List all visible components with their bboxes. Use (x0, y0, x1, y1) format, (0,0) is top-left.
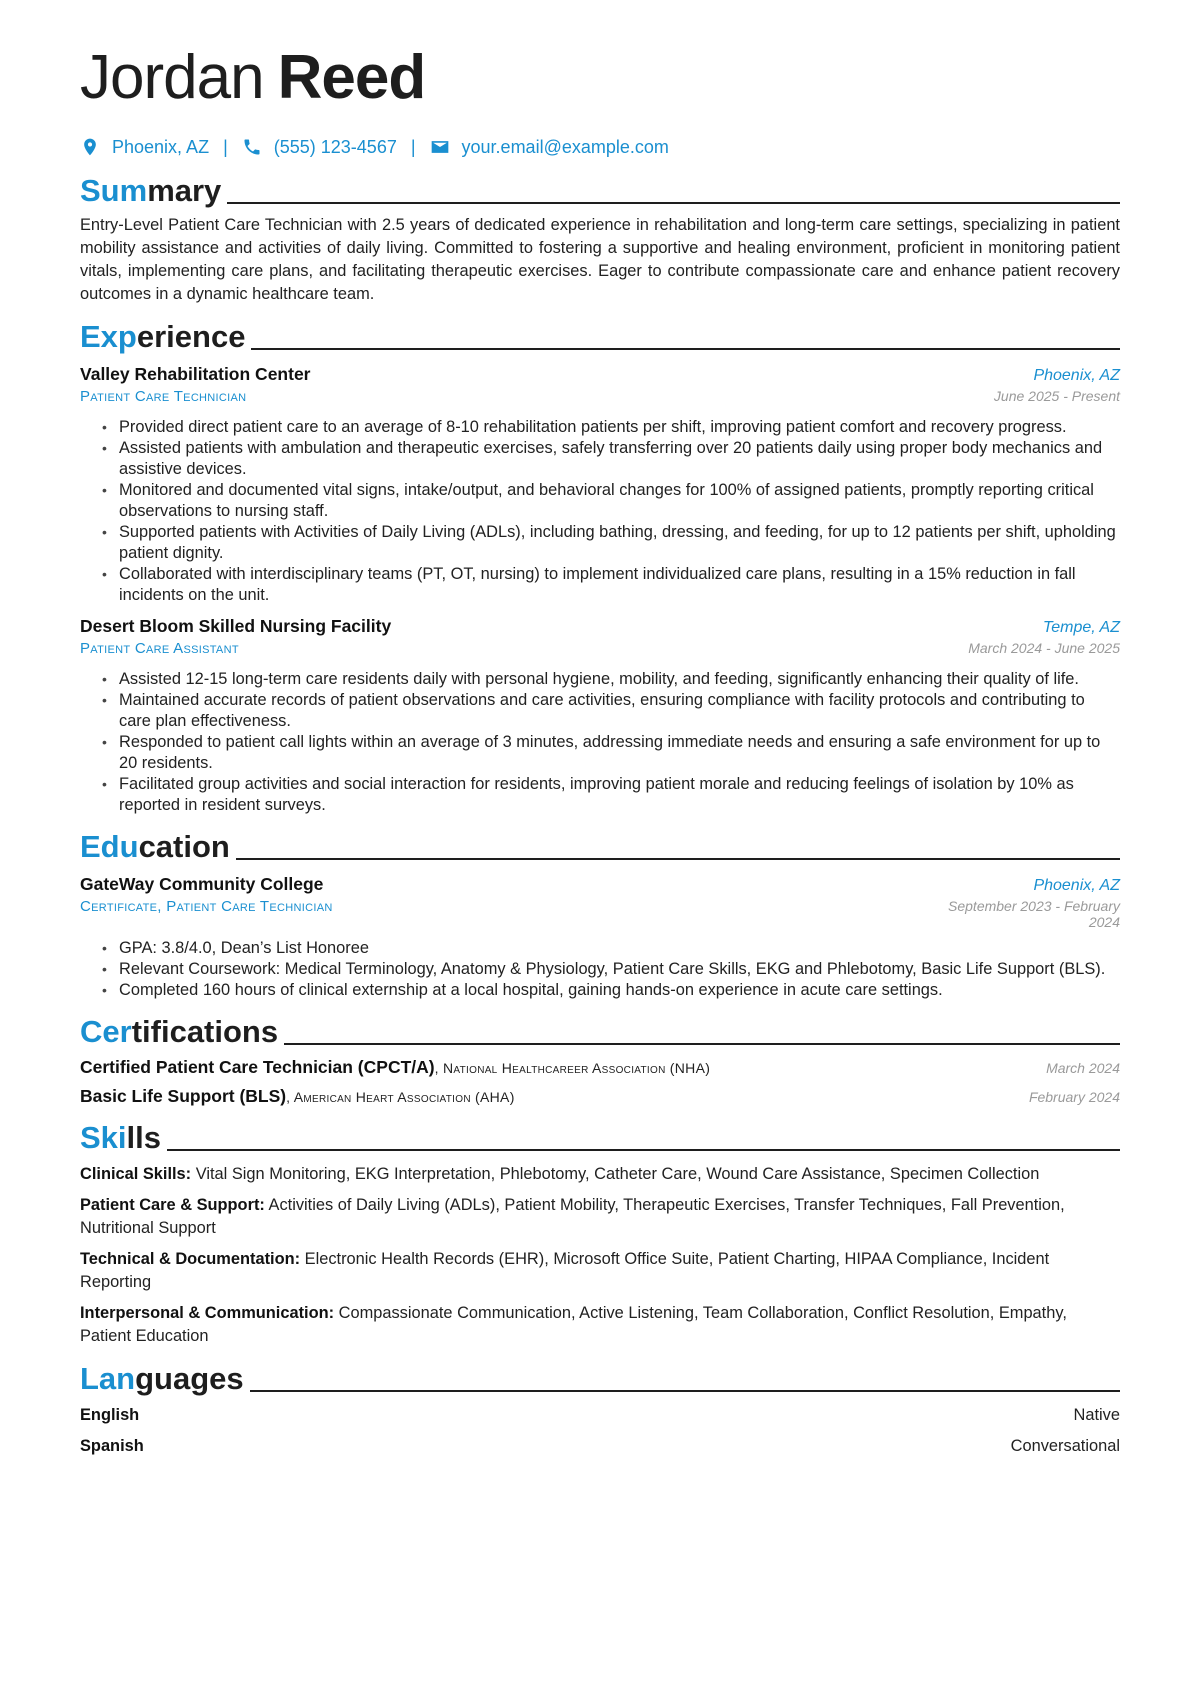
candidate-name (80, 40, 1120, 116)
certifications-heading: Certifications (80, 1009, 1120, 1049)
certification-date: February 2024 (1028, 1089, 1120, 1105)
list-item: • Completed 160 hours of clinical externship at a local hospital, gaining hands-on experience in acute care settings. (102, 980, 1120, 1001)
list-item: • Responded to patient call lights within an average of 3 minutes, addressing immediate needs and ensuring a safe environment for up to 20 residents. (102, 732, 1120, 774)
certification-name: Basic Life Support (BLS) (80, 1086, 287, 1106)
section-divider (167, 1149, 1120, 1151)
list-item: • Relevant Coursework: Medical Terminology, Anatomy & Physiology, Patient Care Skills, EKG and Phlebotomy, Basic Life Support (BLS). (102, 959, 1120, 980)
section-divider (236, 858, 1120, 860)
contact-email[interactable] (430, 137, 669, 158)
list-item: • Assisted 12-15 long-term care residents daily with personal hygiene, mobility, and feeding, significantly enhancing their quality of life. (102, 669, 1120, 690)
language-level: Native (1073, 1406, 1120, 1424)
skill-label: Interpersonal & Communication: (80, 1304, 335, 1322)
location-text: Phoenix, AZ (112, 136, 210, 157)
skill-group (80, 1194, 1120, 1240)
section-divider (284, 1043, 1120, 1045)
skill-group (80, 1302, 1120, 1348)
contact-separator: | (223, 136, 228, 157)
list-item: • GPA: 3.8/4.0, Dean’s List Honoree (102, 938, 1120, 959)
skill-group (80, 1163, 1120, 1186)
summary-heading: Summary (80, 168, 1120, 208)
list-item: • Provided direct patient care to an average of 8-10 rehabilitation patients per shift, improving patient comfort and recovery progress. (102, 417, 1120, 438)
languages-heading: Languages (80, 1356, 1120, 1396)
map-pin-icon (80, 137, 100, 157)
job-dates: June 2025 - Present (993, 388, 1120, 404)
certification-date: March 2024 (1046, 1060, 1120, 1076)
list-item: • Supported patients with Activities of Daily Living (ADLs), including bathing, dressing, and feeding, for up to 12 patients per shift, upholding patient dignity. (102, 522, 1120, 564)
education-entry (80, 874, 1120, 1001)
certification-item (80, 1086, 1120, 1107)
skill-group (80, 1248, 1120, 1294)
language-name: English (80, 1406, 140, 1424)
list-item: • Facilitated group activities and social interaction for residents, improving patient morale and reducing feelings of isolation by 10% as reported in resident surveys. (102, 774, 1120, 816)
school-name: GateWay Community College (80, 874, 324, 894)
certification-issuer: , American Heart Association (AHA) (286, 1089, 515, 1105)
list-item: • Assisted patients with ambulation and therapeutic exercises, safely transferring over 20 patients daily using proper body mechanics and assistive devices. (102, 438, 1120, 480)
language-level: Conversational (1010, 1437, 1120, 1455)
employer-name: Valley Rehabilitation Center (80, 364, 311, 384)
job-bullets (80, 417, 1120, 606)
envelope-icon (430, 137, 450, 157)
experience-entry (80, 616, 1120, 816)
education-heading: Education (80, 824, 1120, 864)
list-item: • Monitored and documented vital signs, intake/output, and behavioral changes for 100% of assigned patients, promptly reporting critical observations to nursing staff. (102, 480, 1120, 522)
certification-issuer: , National Healthcareer Association (NHA) (434, 1060, 711, 1076)
list-item: • Collaborated with interdisciplinary teams (PT, OT, nursing) to implement individualized care plans, resulting in a 15% reduction in fall incidents on the unit. (102, 564, 1120, 606)
certification-name: Certified Patient Care Technician (CPCT/A) (80, 1057, 435, 1077)
language-item (80, 1404, 1120, 1427)
experience-entry (80, 364, 1120, 606)
section-divider (227, 202, 1120, 204)
certification-item (80, 1057, 1120, 1078)
first-name: Jordan (80, 43, 264, 112)
skill-value: Vital Sign Monitoring, EKG Interpretation, Phlebotomy, Catheter Care, Wound Care Assistance, Specimen Collection (191, 1165, 1040, 1183)
school-location: Phoenix, AZ (1033, 877, 1120, 894)
contact-bar (80, 134, 1120, 160)
language-name: Spanish (80, 1437, 144, 1455)
skill-value: Electronic Health Records (EHR), Microsoft Office Suite, Patient Charting, HIPAA Compliance, Incident Reporting (80, 1250, 1050, 1291)
last-name: Reed (277, 43, 426, 112)
section-divider (250, 1390, 1120, 1392)
job-title: Patient Care Assistant (80, 640, 239, 657)
education-bullets (80, 938, 1120, 1001)
phone-icon (242, 137, 262, 157)
skills-heading: Skills (80, 1115, 1120, 1155)
experience-heading: Experience (80, 314, 1120, 354)
job-bullets (80, 669, 1120, 816)
employer-location: Tempe, AZ (1042, 619, 1120, 636)
skill-label: Clinical Skills: (80, 1165, 192, 1183)
contact-location (80, 137, 209, 158)
employer-name: Desert Bloom Skilled Nursing Facility (80, 616, 392, 636)
education-dates: September 2023 - February 2024 (948, 898, 1120, 930)
phone-text[interactable]: (555) 123-4567 (273, 136, 397, 157)
employer-location: Phoenix, AZ (1033, 367, 1120, 384)
job-title: Patient Care Technician (80, 388, 247, 405)
resume-page (80, 40, 1120, 1458)
skill-value: Activities of Daily Living (ADLs), Patient Mobility, Therapeutic Exercises, Transfer Techniques, Fall Prevention, Nutritional Support (80, 1196, 1065, 1237)
job-dates: March 2024 - June 2025 (968, 640, 1120, 656)
email-link[interactable]: your.email@example.com (461, 136, 669, 157)
section-divider (251, 348, 1120, 350)
contact-separator: | (410, 136, 416, 157)
skill-value: Compassionate Communication, Active Listening, Team Collaboration, Conflict Resolution, Empathy, Patient Education (80, 1304, 1067, 1345)
language-item (80, 1435, 1120, 1458)
summary-text: Entry-Level Patient Care Technician with 2.5 years of dedicated experience in rehabilitation and long-term care settings, specializing in patient mobility assistance and activities of daily living. Committed to fostering a supportive and healing environment, proficient in monitoring patient vitals, implementing care plans, and facilitating therapeutic exercises. Eager to contribute compassionate care and enhance patient recovery outcomes in a dynamic healthcare team. (80, 216, 1120, 303)
list-item: • Maintained accurate records of patient observations and care activities, ensuring compliance with facility protocols and contributing to care plan effectiveness. (102, 690, 1120, 732)
skill-label: Technical & Documentation: (80, 1250, 301, 1268)
skill-label: Patient Care & Support: (80, 1196, 265, 1214)
degree-title: Certificate, Patient Care Technician (80, 898, 333, 915)
contact-phone[interactable] (242, 137, 397, 158)
